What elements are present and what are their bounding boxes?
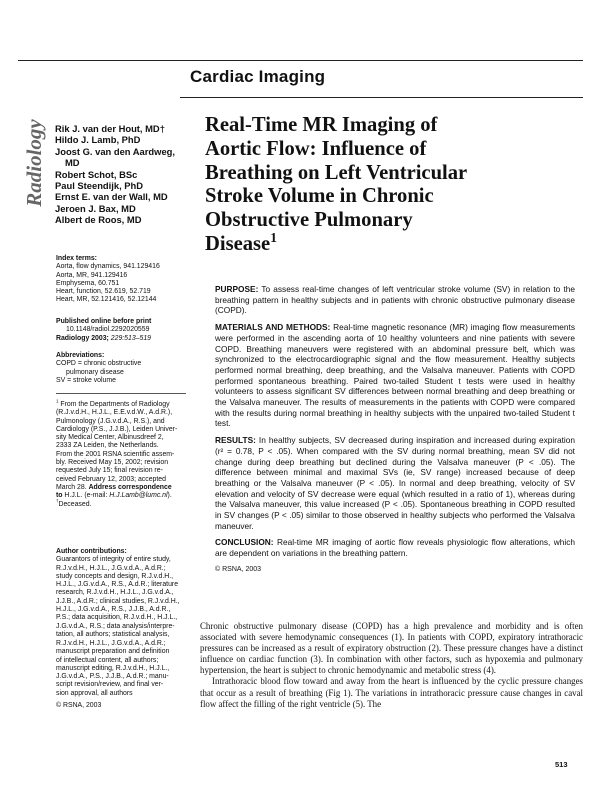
author: Paul Steendijk, PhD	[55, 180, 144, 192]
citation	[56, 335, 196, 343]
results-label: RESULTS:	[215, 435, 256, 446]
author: Albert de Roos, MD	[55, 214, 142, 226]
affiliation-text: March 28.	[56, 483, 89, 491]
body-paragraph: Intrathoracic blood flow toward and away from the heart is influenced by the cyclic pressure changes that occur as a result of breathing (Fig 1). The variations in intrathoracic pressure cause changes in caval flow affect the filling of the right ventricle (5). The	[200, 676, 583, 709]
title-line: Real-Time MR Imaging of	[205, 114, 438, 136]
abstract-copyright: © RSNA, 2003	[215, 565, 262, 573]
index-term: Heart, MR, 52.121416, 52.12144	[56, 296, 157, 304]
article-title	[205, 114, 575, 257]
author: Joost G. van den Aardweg,	[55, 145, 175, 157]
affiliation-line: From the 2001 RSNA scientific assem-	[56, 450, 175, 458]
contribution-line: of intellectual content, all authors;	[56, 656, 159, 664]
deceased-mark: †	[56, 498, 59, 504]
contributions-heading: Author contributions:	[56, 548, 127, 555]
page-number: 513	[555, 760, 568, 769]
affiliation-text: H.J.L. (e-mail:	[62, 492, 110, 500]
title-line: Breathing on Left Ventricular	[205, 161, 468, 184]
abstract-conclusion	[215, 537, 575, 558]
contribution-line: R.J.v.d.H., H.J.L., J.G.v.d.A., A.d.R.;	[56, 564, 166, 572]
author: MD	[65, 157, 80, 169]
author: Jeroen J. Bax, MD	[55, 202, 136, 214]
contribution-line: manuscript editing, R.J.v.d.H., H.J.L.,	[56, 664, 170, 672]
abbreviations	[56, 352, 196, 385]
title-line-text: Disease	[205, 232, 271, 255]
contribution-line: J.G.v.d.A., R.S.; data analysis/interpre-	[56, 622, 175, 630]
index-term: Heart, function, 52.619, 52.719	[56, 288, 151, 296]
contribution-line: J.J.B., A.d.R.; clinical studies, R.J.v.d.H.,	[56, 597, 180, 605]
abstract-purpose	[215, 284, 575, 316]
title-footnote-mark: 1	[270, 230, 277, 246]
abstract-methods	[215, 322, 575, 429]
methods-text: Real-time magnetic resonance (MR) imaging flow measurements were performed in the ascending aorta of 10 healthy volunteers and nine patients with severe COPD. Breathing maneuvers were registered with an abdominal pressure belt, which was synchronized to the electrocardiographic signal and the flow measurement. Healthy subjects performed normal breathing, deep breathing, and the Valsalva maneuver. Patients with COPD performed spontaneous breathing. Paired two-tailed Student t tests were used in healthy volunteers to assess significant SV differences between normal breathing and deep breathing or the Valsalva maneuver. The results of measurements in the patients with COPD were compared with the results during normal breathing in healthy subjects with the unpaired two-tailed Student t test.	[215, 322, 575, 429]
contribution-line: H.J.L., J.G.v.d.A., R.S., J.J.B., A.d.R.,	[56, 606, 171, 614]
header-rule-top	[18, 60, 583, 61]
deceased-note	[56, 498, 184, 509]
email-link[interactable]: H.J.Lamb@lumc.nl	[109, 492, 168, 500]
index-term: Aorta, MR, 941.129416	[56, 271, 128, 279]
title-line: Stroke Volume in Chronic	[205, 185, 434, 208]
body-text	[200, 621, 583, 710]
title-line	[205, 230, 575, 257]
index-term: Emphysema, 60.751	[56, 279, 120, 287]
index-terms	[56, 255, 196, 305]
affiliation-line	[56, 398, 184, 409]
abstract-results	[215, 435, 575, 531]
author-contributions-continued	[56, 640, 184, 710]
left-column-rule	[56, 393, 186, 394]
author-list	[55, 123, 205, 226]
methods-label: MATERIALS AND METHODS:	[215, 322, 331, 333]
author: Robert Schot, BSc	[55, 168, 138, 180]
title-line: Aortic Flow: Influence of	[205, 137, 427, 160]
abbreviations-heading: Abbreviations:	[56, 352, 105, 359]
affiliation-line	[56, 484, 184, 492]
abbreviation: COPD = chronic obstructive	[56, 360, 142, 368]
contribution-line: sion approval, all authors	[56, 689, 133, 697]
doi: 10.1148/radiol.2292020559	[66, 326, 150, 334]
contribution-line: manuscript preparation and definition	[56, 648, 170, 656]
abstract	[215, 284, 575, 582]
citation-pages: 229:513–519	[108, 334, 152, 342]
affiliation-line: (R.J.v.d.H., H.J.L., E.E.v.d.W., A.d.R.),	[56, 409, 173, 417]
affiliation-line	[56, 492, 184, 500]
contribution-line: Guarantors of integrity of entire study,	[56, 556, 171, 564]
publication-info	[56, 318, 196, 343]
contribution-line: R.J.v.d.H., H.J.L., J.G.v.d.A., A.d.R.;	[56, 640, 166, 647]
contribution-line: J.G.v.d.A., P.S., J.J.B., A.d.R.; manu-	[56, 673, 169, 681]
author: Rik J. van der Hout, MD†	[55, 123, 165, 134]
index-terms-heading: Index terms:	[56, 255, 97, 262]
deceased-text: Deceased.	[58, 500, 92, 508]
affiliation-line: requested July 15; final revision re-	[56, 467, 163, 475]
citation-label: Radiology 2003;	[56, 334, 109, 342]
contribution-line: study concepts and design, R.J.v.d.H.,	[56, 572, 174, 580]
contribution-line: tation, all authors; statistical analysis,	[56, 630, 170, 638]
affiliation-line: ceived February 12, 2003; accepted	[56, 475, 166, 483]
body-paragraph: Chronic obstructive pulmonary disease (COPD) has a high prevalence and morbidity and is often associated with severe hemodynamic consequences (1). In patients with COPD, expiratory intrathoracic pressures can be increased as a result of expiratory obstruction (2). These pressure changes have a distinct influence on cardiac function (3). In combination with other factors, such as hypoxemia and pulmonary hypertension, the heart is subject to chronic hemodynamic and metabolic stress (4).	[200, 621, 583, 676]
section-title: Cardiac Imaging	[190, 67, 326, 86]
author: Hildo J. Lamb, PhD	[55, 134, 141, 146]
journal-name: Radiology	[22, 119, 46, 207]
affiliation-mark: 1	[56, 398, 59, 404]
affiliation-line: Cardiology (P.S., J.J.B.), Leiden Univer-	[56, 425, 178, 433]
conclusion-label: CONCLUSION:	[215, 537, 274, 548]
conclusion-text: Real-time MR imaging of aortic flow reveals physiologic flow alterations, which are dependent on variations in the breathing pattern.	[215, 537, 575, 559]
abbreviation: pulmonary disease	[66, 368, 124, 376]
contribution-line: script revision/review, and final ver-	[56, 681, 164, 689]
affiliation-line: bly. Received May 15, 2002; revision	[56, 459, 169, 467]
results-text: In healthy subjects, SV decreased during inspiration and increased during expiration (r² = 0.78, P < .05). When compared with the SV during normal breathing, mean SV did not change during deep breathing but declined during the Valsalva maneuver (P < .05). The difference between minimal and maximal SVs (ie, SV range) increased because of deep breathing or the Valsalva maneuver (P < .05). In normal and deep breathing, velocity of SV elevation and velocity of SV decrease were equal (which resulted in a ratio of 1), whereas during the Valsalva maneuver, this value increased (P < .05). Spontaneous breathing in COPD resulted in SV changes (P < .05) similar to those observed in healthy subjects who performed the Valsalva maneuver.	[215, 435, 575, 531]
abbreviation: SV = stroke volume	[56, 376, 116, 384]
affiliation-line: 2333 ZA Leiden, the Netherlands.	[56, 442, 159, 450]
contribution-line: research, R.J.v.d.H., H.J.L., J.G.v.d.A.,	[56, 589, 174, 597]
affiliation-text: From the Departments of Radiology	[60, 401, 170, 408]
title-line: Obstructive Pulmonary	[205, 209, 413, 232]
published-heading: Published online before print	[56, 318, 152, 325]
affiliation-line: Pulmonology (J.G.v.d.A., R.S.), and	[56, 417, 165, 425]
author-contributions	[56, 548, 184, 639]
affiliation-footnote	[56, 398, 184, 509]
contributions-copyright: © RSNA, 2003	[56, 702, 102, 710]
index-term: Aorta, flow dynamics, 941.129416	[56, 263, 160, 271]
affiliation-text: ).	[167, 492, 172, 500]
purpose-text: To assess real-time changes of left ventricular stroke volume (SV) in relation to the breathing pattern in healthy subjects and in patients with chronic obstructive pulmonary disease (COPD).	[215, 284, 575, 316]
contribution-line: H.J.L., J.G.v.d.A., R.S., A.d.R.; literature	[56, 581, 179, 589]
purpose-label: PURPOSE:	[215, 284, 259, 294]
header-rule-bottom	[180, 97, 583, 98]
author: Ernst E. van der Wall, MD	[55, 191, 168, 203]
contribution-line: P.S.; data acquisition, R.J.v.d.H., H.J.L.,	[56, 614, 178, 622]
correspondence-to: to	[56, 492, 63, 500]
affiliation-line: sity Medical Center, Albinusdreef 2,	[56, 434, 164, 442]
correspondence-label: Address correspondence	[88, 483, 172, 491]
